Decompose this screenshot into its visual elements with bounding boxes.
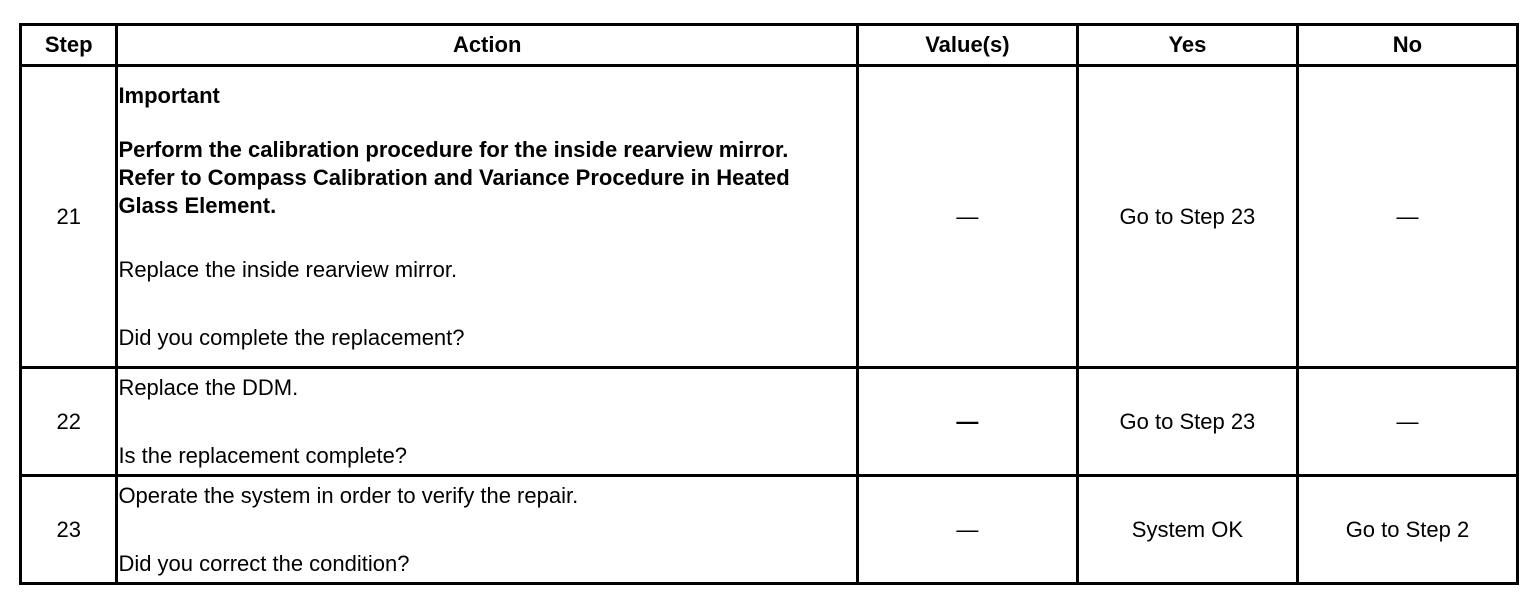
values-cell xyxy=(857,476,1077,584)
action-question: Did you complete the replacement? xyxy=(118,324,465,350)
header-no: No xyxy=(1297,25,1517,66)
action-cell xyxy=(117,476,857,584)
table-row-step-23 xyxy=(21,476,1518,584)
yes-cell: System OK xyxy=(1077,476,1297,584)
table-row-step-22 xyxy=(21,368,1518,476)
action-instruction: Replace the inside rearview mirror. xyxy=(118,256,458,282)
no-cell: Go to Step 2 xyxy=(1297,476,1517,584)
values-text: — xyxy=(956,203,979,229)
action-instruction: Operate the system in order to verify the repair. xyxy=(118,482,579,508)
step-number: 23 xyxy=(21,476,117,584)
header-row xyxy=(21,25,1518,66)
calibration-note: Perform the calibration procedure for the inside rearview mirror. Refer to Compass Calibration and Variance Procedure in Heated Glass Element. xyxy=(118,136,790,218)
important-label: Important xyxy=(118,82,220,108)
yes-cell: Go to Step 23 xyxy=(1077,66,1297,368)
values-cell xyxy=(857,368,1077,476)
table-row-step-21 xyxy=(21,66,1518,368)
action-question: Did you correct the condition? xyxy=(118,550,410,576)
header-step: Step xyxy=(21,25,117,66)
values-text: — xyxy=(956,408,979,434)
header-action: Action xyxy=(117,25,857,66)
step-number: 21 xyxy=(21,66,117,368)
action-cell xyxy=(117,66,857,368)
diagnostic-table xyxy=(19,23,1519,585)
header-yes: Yes xyxy=(1077,25,1297,66)
action-cell xyxy=(117,368,857,476)
no-cell: — xyxy=(1297,368,1517,476)
header-values: Value(s) xyxy=(857,25,1077,66)
step-number: 22 xyxy=(21,368,117,476)
no-cell: — xyxy=(1297,66,1517,368)
yes-cell: Go to Step 23 xyxy=(1077,368,1297,476)
values-cell xyxy=(857,66,1077,368)
action-instruction: Replace the DDM. xyxy=(118,374,299,400)
action-question: Is the replacement complete? xyxy=(118,442,408,468)
values-text: — xyxy=(956,516,979,542)
